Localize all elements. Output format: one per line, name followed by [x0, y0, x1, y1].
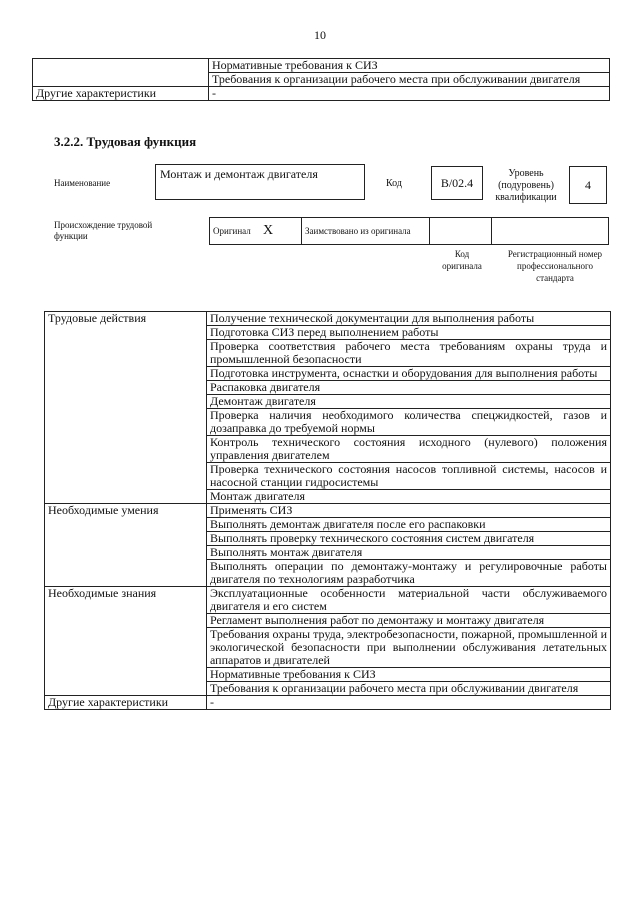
original-cell: [210, 218, 302, 245]
table-cell-category: Другие характеристики: [45, 696, 207, 710]
table-cell: Регламент выполнения работ по демонтажу и монтажу двигателя: [207, 614, 611, 628]
table-cell: Выполнять операции по демонтажу-монтажу и регулировочные работы двигателя по технологиям разработчика: [207, 560, 611, 587]
code-label: Код: [386, 178, 402, 189]
table-cell: Проверка технического состояния насосов топливной системы, насосов и насосной станции гидросистемы: [207, 463, 611, 490]
table-cell: Демонтаж двигателя: [207, 395, 611, 409]
main-table-body: [45, 312, 611, 710]
table-cell: -: [209, 87, 610, 101]
table-row: [45, 504, 611, 518]
reg-number-cell: [492, 218, 609, 245]
code-origin-label: Код оригинала: [442, 249, 482, 271]
table-cell: Требования к организации рабочего места при обслуживании двигателя: [209, 73, 610, 87]
table-row: [33, 59, 610, 73]
function-code-box: В/02.4: [431, 166, 483, 200]
origin-label: Происхождение трудовой функции: [54, 220, 153, 241]
section-heading: 3.2.2. Трудовая функция: [54, 134, 197, 149]
table-cell: -: [207, 696, 611, 710]
table-row: [45, 587, 611, 614]
table-cell: Нормативные требования к СИЗ: [207, 668, 611, 682]
main-table: [44, 311, 611, 710]
table-row: [45, 696, 611, 710]
table-cell: Проверка соответствия рабочего места требованиям охраны труда и промышленной безопасности: [207, 340, 611, 367]
borrowed-label: Заимствовано из оригинала: [302, 218, 430, 245]
table-cell: Выполнять проверку технического состояния систем двигателя: [207, 532, 611, 546]
level-label: Уровень (подуровень) квалификации: [495, 168, 557, 203]
function-name-box: Монтаж и демонтаж двигателя: [155, 164, 365, 200]
table-row: [210, 218, 609, 245]
top-table: [32, 58, 610, 101]
table-cell: Нормативные требования к СИЗ: [209, 59, 610, 73]
code-origin-cell: [430, 218, 492, 245]
reg-number-label: Регистрационный номер профессионального стандарта: [507, 249, 603, 283]
table-cell: Эксплуатационные особенности материальной части обслуживаемого двигателя и его систем: [207, 587, 611, 614]
table-cell: Требования охраны труда, электробезопасности, пожарной, промышленной и экологической безопасности при выполнении обслуживания летательных аппаратов и двигателей: [207, 628, 611, 668]
table-cell-category: Другие характеристики: [33, 87, 209, 101]
table-cell-category: Трудовые действия: [45, 312, 207, 504]
table-cell: Выполнять демонтаж двигателя после его распаковки: [207, 518, 611, 532]
table-cell: Контроль технического состояния исходного (нулевого) положения управления двигателем: [207, 436, 611, 463]
table-cell-category: Необходимые знания: [45, 587, 207, 696]
table-cell-category: Необходимые умения: [45, 504, 207, 587]
name-label: Наименование: [54, 178, 111, 188]
origin-table: [209, 217, 609, 245]
original-label: Оригинал: [213, 226, 251, 236]
table-cell: Подготовка инструмента, оснастки и оборудования для выполнения работы: [207, 367, 611, 381]
level-box: 4: [569, 166, 607, 204]
table-cell: Получение технической документации для выполнения работы: [207, 312, 611, 326]
page-number: 10: [314, 28, 326, 42]
table-cell: Подготовка СИЗ перед выполнением работы: [207, 326, 611, 340]
table-cell-category: [33, 59, 209, 87]
table-cell: Проверка наличия необходимого количества спецжидкостей, газов и дозаправка до требуемой нормы: [207, 409, 611, 436]
table-cell: Требования к организации рабочего места при обслуживании двигателя: [207, 682, 611, 696]
original-mark: X: [262, 223, 274, 238]
table-row: [33, 87, 610, 101]
table-cell: Применять СИЗ: [207, 504, 611, 518]
table-cell: Монтаж двигателя: [207, 490, 611, 504]
table-cell: Распаковка двигателя: [207, 381, 611, 395]
table-row: [45, 312, 611, 326]
table-cell: Выполнять монтаж двигателя: [207, 546, 611, 560]
